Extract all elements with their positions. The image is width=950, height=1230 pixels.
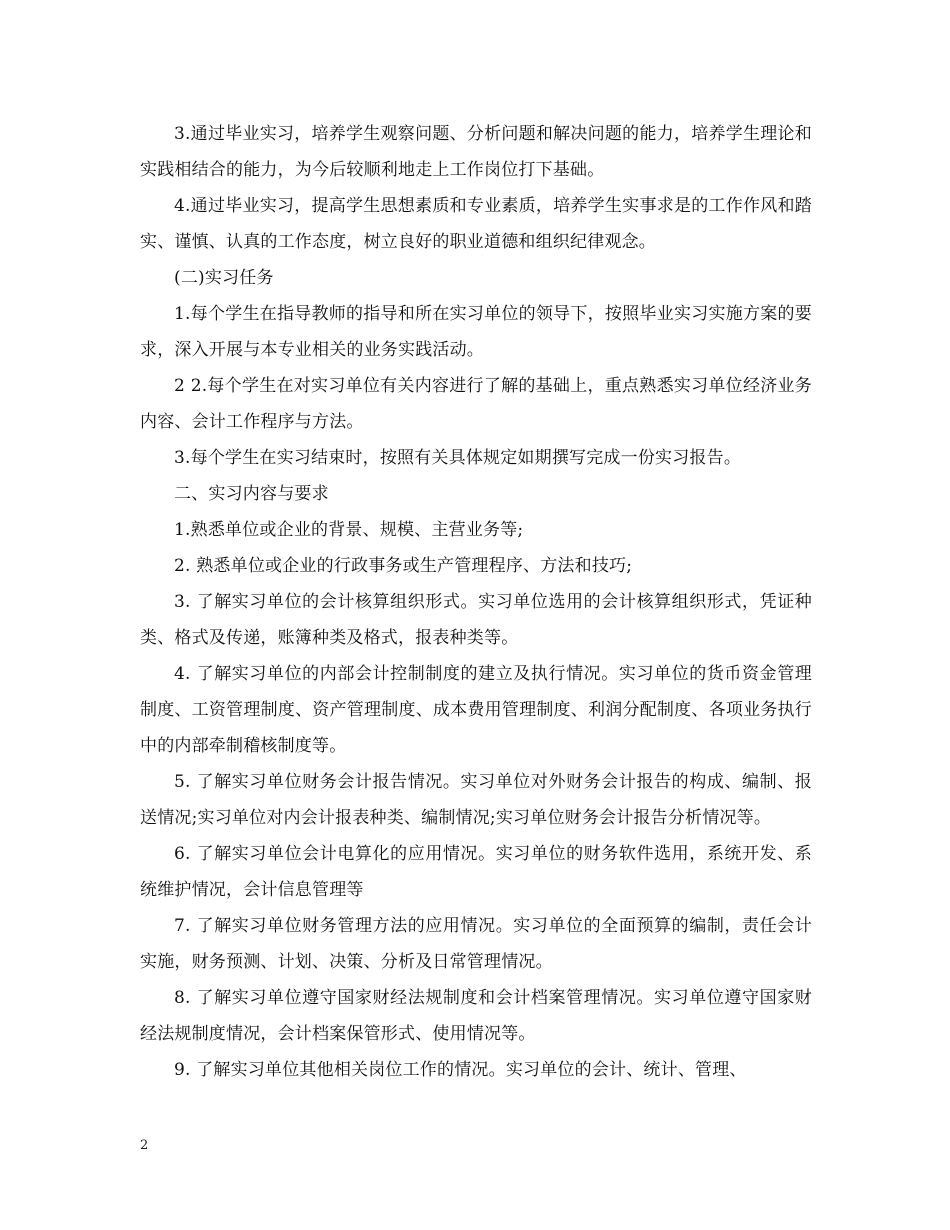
paragraph: 2 2.每个学生在对实习单位有关内容进行了解的基础上，重点熟悉实习单位经济业务内容、会计工作程序与方法。 bbox=[140, 376, 812, 432]
paragraph: 9. 了解实习单位其他相关岗位工作的情况。实习单位的会计、统计、管理、 bbox=[174, 1060, 747, 1080]
paragraph: 2. 熟悉单位或企业的行政事务或生产管理程序、方法和技巧; bbox=[174, 556, 633, 576]
page-number: 2 bbox=[140, 1138, 149, 1153]
section-heading: (二)实习任务 bbox=[174, 268, 274, 288]
paragraph: 3. 了解实习单位的会计核算组织形式。实习单位选用的会计核算组织形式，凭证种类、格式及传递，账簿种类及格式，报表种类等。 bbox=[140, 592, 812, 648]
document-body bbox=[140, 116, 812, 1088]
paragraph: 3.通过毕业实习，培养学生观察问题、分析问题和解决问题的能力，培养学生理论和实践相结合的能力，为今后较顺利地走上工作岗位打下基础。 bbox=[140, 124, 812, 180]
paragraph: 8. 了解实习单位遵守国家财经法规制度和会计档案管理情况。实习单位遵守国家财经法规制度情况，会计档案保管形式、使用情况等。 bbox=[140, 988, 812, 1044]
paragraph: 3.每个学生在实习结束时，按照有关具体规定如期撰写完成一份实习报告。 bbox=[174, 448, 742, 468]
paragraph: 4. 了解实习单位的内部会计控制制度的建立及执行情况。实习单位的货币资金管理制度、工资管理制度、资产管理制度、成本费用管理制度、利润分配制度、各项业务执行中的内部牵制稽核制度等。 bbox=[140, 664, 812, 756]
paragraph: 4.通过毕业实习，提高学生思想素质和专业素质，培养学生实事求是的工作作风和踏实、谨慎、认真的工作态度，树立良好的职业道德和组织纪律观念。 bbox=[140, 196, 812, 252]
paragraph: 5. 了解实习单位财务会计报告情况。实习单位对外财务会计报告的构成、编制、报送情况;实习单位对内会计报表种类、编制情况;实习单位财务会计报告分析情况等。 bbox=[140, 772, 812, 828]
paragraph: 1.熟悉单位或企业的背景、规模、主营业务等; bbox=[174, 520, 524, 540]
paragraph: 6. 了解实习单位会计电算化的应用情况。实习单位的财务软件选用，系统开发、系统维护情况，会计信息管理等 bbox=[140, 844, 812, 900]
paragraph: 7. 了解实习单位财务管理方法的应用情况。实习单位的全面预算的编制，责任会计实施，财务预测、计划、决策、分析及日常管理情况。 bbox=[140, 916, 812, 972]
section-heading: 二、实习内容与要求 bbox=[174, 484, 329, 504]
paragraph: 1.每个学生在指导教师的指导和所在实习单位的领导下，按照毕业实习实施方案的要求，深入开展与本专业相关的业务实践活动。 bbox=[140, 304, 812, 360]
